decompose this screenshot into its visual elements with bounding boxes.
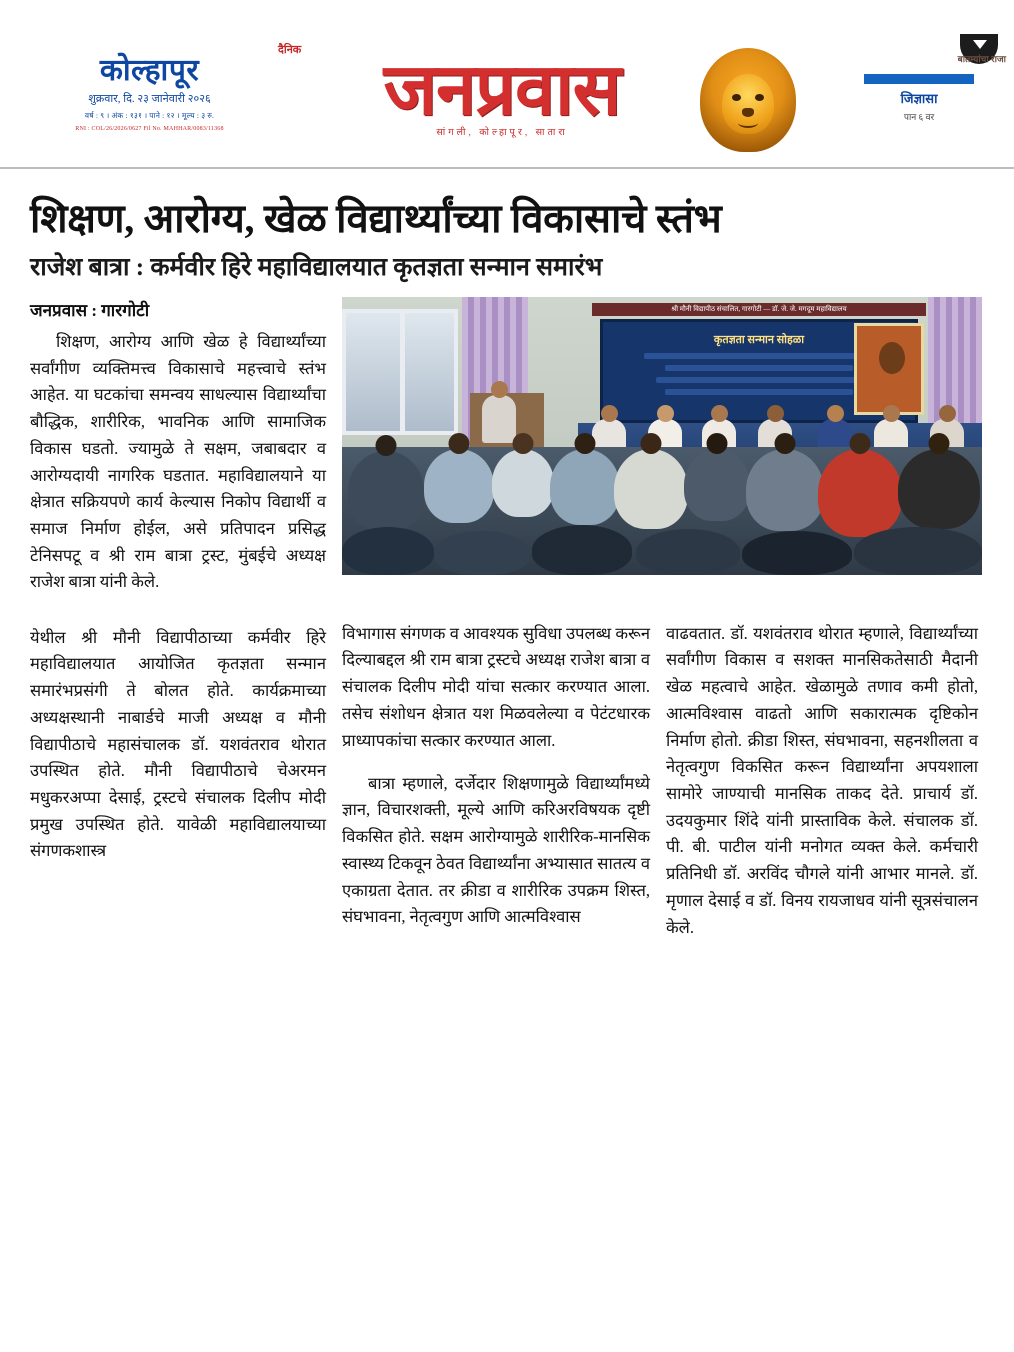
photo-audience-member [550, 449, 620, 525]
supplement-label: जिज्ञासा [900, 91, 938, 106]
edition-rni: RNI : COL/26/2026/0627 Fil No. MAHHAR/0083/11368 [75, 125, 224, 132]
article-column-2 [342, 604, 650, 958]
edition-volume: वर्ष : ९ । अंक : १३१ । पाने : १२ । मूल्य : ३ रु. [84, 110, 215, 120]
photo-window [342, 309, 458, 435]
photo-audience-member [818, 449, 902, 537]
photo-portrait-frame [854, 323, 924, 415]
masthead-subtitle: सांगली, कोल्हापूर, सातारा [436, 128, 568, 139]
masthead-tagline: बातम्यांचा राजा [957, 54, 1006, 64]
article-photo [342, 297, 982, 575]
edition-date: शुक्रवार, दि. २३ जानेवारी २०२६ [88, 93, 211, 105]
photo-audience-member [898, 449, 980, 529]
photo-audience-member [614, 449, 688, 529]
masthead-kicker: दैनिक [278, 44, 302, 56]
article-column-1-continued [30, 608, 326, 958]
paragraph: येथील श्री मौनी विद्यापीठाच्या कर्मवीर हिरे महाविद्यालयात आयोजित कृतज्ञता सन्मान समारंभप्रसंगी ते बोलत होते. कार्यक्रमाच्या अध्यक्षस्थानी नाबार्डचे माजी अध्यक्ष व मौनी विद्यापीठाचे महासंचालक डॉ. यशवंतराव थोरात उपस्थित होते. मौनी विद्यापीठाचे चेअरमन मधुकरअप्पा देसाई, ट्रस्टचे संचालक दिलीप मोदी प्रमुख उपस्थित होते. यावेळी महाविद्यालयाच्या संगणकशास्त्र [30, 627, 326, 861]
article-subhead: राजेश बात्रा : कर्मवीर हिरे महाविद्यालयात कृतज्ञता सन्मान समारंभ [30, 254, 603, 282]
headline-block [0, 169, 1014, 283]
newspaper-title: जनप्रवास [383, 50, 621, 130]
article-column-3 [666, 604, 978, 958]
paragraph: विभागास संगणक व आवश्यक सुविधा उपलब्ध करून दिल्याबद्दल श्री राम बात्रा ट्रस्टचे अध्यक्ष राजेश बात्रा व संचालक दिलीप मोदी यांचा सत्कार करण्यात आला. तसेच संशोधन क्षेत्रात यश मिळवलेल्या व पेटंटधारक प्राध्यापकांचा सत्कार करण्यात आला. [342, 623, 650, 750]
article-top-row [30, 297, 984, 596]
edition-city: कोल्हापूर [99, 54, 200, 87]
photo-audience-member [532, 525, 632, 575]
masthead-edition-block [42, 56, 257, 132]
lion-logo-icon [700, 48, 796, 152]
photo-audience-member [348, 451, 424, 531]
photo-audience-member [742, 531, 852, 575]
masthead-supplement-box[interactable] [864, 74, 974, 123]
photo-audience-member [424, 449, 494, 523]
article-bottom-row [30, 604, 984, 958]
byline: जनप्रवास : गारगोटी [30, 301, 150, 321]
article-body [0, 283, 1014, 957]
photo-audience-member [746, 449, 824, 531]
photo-audience-member [684, 449, 750, 521]
article-column-1 [30, 297, 326, 596]
paragraph: शिक्षण, आरोग्य आणि खेळ हे विद्यार्थ्यांच्या सर्वांगीण व्यक्तिमत्त्व विकासाचे महत्त्वाचे स्तंभ आहेत. या घटकांचा समन्वय साधल्यास विद्यार्थ्यांचा बौद्धिक, शारीरिक, भावनिक आणि सामाजिक विकास घडतो. ज्यामुळे ते सक्षम, जबाबदार व आरोग्यदायी नागरिक घडतात. महाविद्यालयाने या क्षेत्रात सक्रियपणे कार्य केल्यास निकोप विद्यार्थी व समाज निर्माण होईल, असे प्रतिपादन प्रसिद्ध टेनिसपटू व श्री राम बात्रा ट्रस्ट, मुंबईचे अध्यक्ष राजेश बात्रा यांनी केले. [30, 331, 326, 592]
photo-speaker [482, 395, 516, 443]
photo-audience-member [854, 527, 982, 575]
photo-audience-member [492, 449, 554, 517]
photo-audience-member [434, 531, 530, 575]
photo-banner-title: कृतज्ञता सन्मान सोहळा [713, 334, 805, 347]
photo-audience-member [636, 529, 740, 575]
photo-audience-member [342, 527, 434, 575]
photo-banner-topstrip: श्री मौनी विद्यापीठ संचालित, गारगोटी — डॉ. जे. जे. मगदूम महाविद्यालय [592, 303, 926, 316]
masthead [0, 34, 1014, 169]
supplement-bar [864, 74, 974, 84]
supplement-page-ref: पान ६ वर [903, 112, 935, 122]
paragraph: वाढवतात. डॉ. यशवंतराव थोरात म्हणाले, विद्यार्थ्यांच्या सर्वांगीण विकास व सशक्त मानसिकतेसाठी मैदानी खेळ महत्वाचे आहेत. खेळामुळे तणाव कमी होतो, आत्मविश्वास वाढतो आणि सकारात्मक दृष्टिकोन निर्माण होतो. क्रीडा शिस्त, संघभावना, सहनशीलता व नेतृत्वगुण विकसित करून विद्यार्थ्यांना अपयशाला सामोरे जाण्याची मानसिक ताकद देते. प्राचार्य डॉ. उदयकुमार शिंदे यांनी प्रास्ताविक केले. संचालक डॉ. पी. बी. पाटील यांनी मनोगत व्यक्त केले. कर्मचारी प्रतिनिधी डॉ. अरविंद चौगले यांनी आभार मानले. डॉ. मृणाल देसाई व डॉ. विनय रायजाधव यांनी सूत्रसंचालन केले. [666, 623, 978, 937]
paragraph: बात्रा म्हणाले, दर्जेदार शिक्षणामुळे विद्यार्थ्यांमध्ये ज्ञान, विचारशक्ती, मूल्ये आणि करिअरविषयक दृष्टी विकसित होते. सक्षम आरोग्यामुळे शारीरिक-मानसिक स्वास्थ्य टिकवून ठेवत विद्यार्थ्यांना अभ्यासात सातत्य व एकाग्रता देतात. तर क्रीडा व शारीरिक उपक्रम शिस्त, संघभावना, नेतृत्वगुण आणि आत्मविश्वास [342, 773, 650, 927]
masthead-title-block [262, 42, 742, 138]
page-title: शिक्षण, आरोग्य, खेळ विद्यार्थ्यांच्या विकासाचे स्तंभ [30, 196, 722, 241]
